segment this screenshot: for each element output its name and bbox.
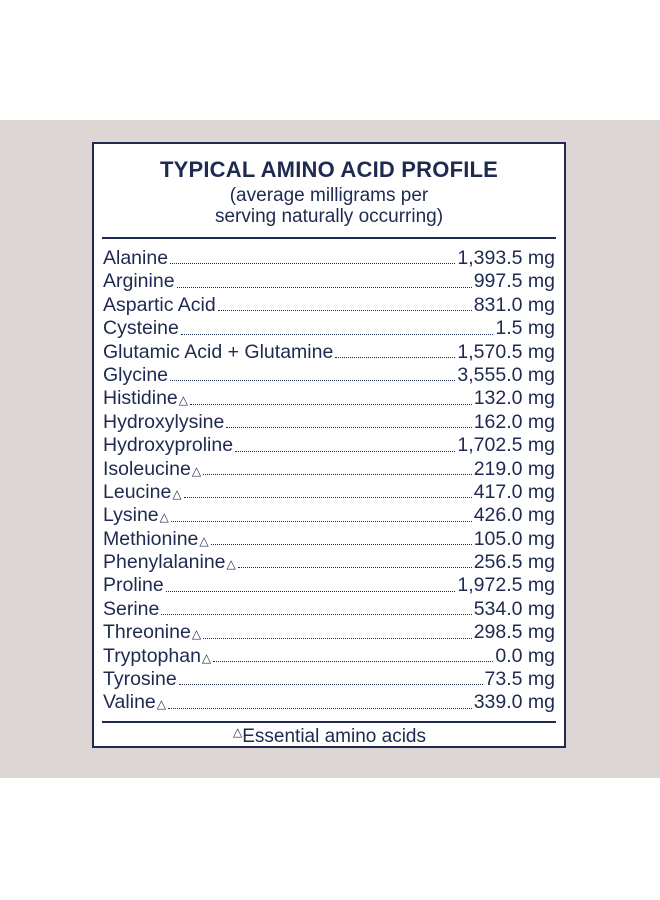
amino-acid-amount: 256.5 mg	[473, 551, 555, 574]
amino-acid-amount: 1,570.5 mg	[457, 340, 555, 363]
amino-acid-name: Glycine	[103, 363, 169, 386]
footnote-text: Essential amino acids	[242, 726, 426, 747]
essential-triangle-icon: △	[159, 510, 169, 525]
amino-acid-name: Alanine	[103, 247, 169, 269]
amino-acid-amount: 1,972.5 mg	[457, 574, 555, 597]
essential-triangle-icon: △	[156, 697, 166, 712]
dot-leader	[166, 591, 456, 592]
amino-acid-row	[103, 598, 555, 621]
dot-leader	[226, 427, 471, 428]
amino-acid-name: Serine	[103, 597, 160, 620]
dot-leader	[179, 684, 483, 685]
essential-triangle-icon: △	[201, 650, 212, 665]
essential-triangle-icon: △	[191, 463, 202, 478]
amino-acid-row	[103, 668, 555, 691]
amino-acid-amount: 997.5 mg	[473, 270, 555, 293]
amino-acid-name: Isoleucine	[103, 457, 191, 480]
dot-leader	[170, 380, 455, 381]
dot-leader	[238, 567, 472, 568]
amino-acid-row	[103, 574, 555, 597]
amino-acid-amount: 1,702.5 mg	[457, 434, 555, 457]
dot-leader	[161, 614, 471, 615]
amino-acid-row	[103, 504, 555, 527]
amino-acid-amount: 0.0 mg	[495, 644, 555, 667]
amino-acid-row	[103, 364, 555, 387]
amino-acid-name: Histidine	[103, 387, 178, 410]
amino-acid-name: Lysine	[103, 504, 159, 527]
amino-acid-amount: 339.0 mg	[473, 691, 555, 714]
amino-acid-row	[103, 247, 555, 270]
dot-leader	[177, 287, 472, 288]
dot-leader	[170, 263, 455, 264]
amino-acid-amount: 3,555.0 mg	[457, 363, 555, 386]
amino-acid-row	[103, 434, 555, 457]
amino-acid-amount: 1,393.5 mg	[457, 247, 555, 269]
essential-triangle-icon: △	[233, 725, 243, 739]
amino-acid-list	[103, 247, 555, 715]
amino-acid-amount: 219.0 mg	[473, 457, 555, 480]
amino-acid-name: Tyrosine	[103, 668, 177, 691]
dot-leader	[211, 544, 472, 545]
dot-leader	[181, 334, 494, 335]
subtitle-line-2: serving naturally occurring)	[214, 206, 444, 227]
amino-acid-amount: 162.0 mg	[473, 410, 555, 433]
amino-acid-row	[103, 411, 555, 434]
amino-acid-row	[103, 481, 555, 504]
amino-acid-name: Hydroxylysine	[103, 410, 225, 433]
top-divider	[102, 237, 556, 239]
amino-acid-profile-panel	[92, 142, 566, 748]
essential-triangle-icon: △	[178, 393, 189, 408]
dot-leader	[190, 404, 472, 405]
amino-acid-row	[103, 458, 555, 481]
amino-acid-row	[103, 341, 555, 364]
amino-acid-amount: 417.0 mg	[473, 480, 555, 503]
amino-acid-name: Leucine	[103, 480, 172, 503]
essential-triangle-icon: △	[191, 627, 202, 642]
amino-acid-name: Valine	[103, 691, 156, 714]
essential-triangle-icon: △	[226, 557, 236, 572]
amino-acid-name: Arginine	[103, 270, 175, 293]
essential-triangle-icon: △	[172, 486, 182, 501]
dot-leader	[184, 497, 472, 498]
amino-acid-row	[103, 551, 555, 574]
amino-acid-amount: 73.5 mg	[484, 668, 555, 691]
essential-triangle-icon: △	[199, 533, 209, 548]
amino-acid-row	[103, 270, 555, 293]
amino-acid-amount: 105.0 mg	[473, 527, 555, 550]
dot-leader	[335, 357, 455, 358]
amino-acid-name: Glutamic Acid + Glutamine	[103, 340, 334, 363]
subtitle-line-1: (average milligrams per	[229, 185, 429, 206]
amino-acid-name: Tryptophan	[103, 644, 201, 667]
amino-acid-name: Threonine	[103, 621, 191, 644]
dot-leader	[171, 521, 472, 522]
amino-acid-name: Phenylalanine	[103, 551, 226, 574]
amino-acid-name: Hydroxyproline	[103, 434, 234, 457]
footnote	[94, 725, 564, 748]
amino-acid-row	[103, 621, 555, 644]
amino-acid-name: Proline	[103, 574, 164, 597]
amino-acid-row	[103, 387, 555, 410]
panel-subtitle	[94, 185, 564, 227]
amino-acid-row	[103, 645, 555, 668]
amino-acid-row	[103, 317, 555, 340]
amino-acid-amount: 426.0 mg	[473, 504, 555, 527]
dot-leader	[168, 708, 472, 709]
dot-leader	[235, 451, 455, 452]
amino-acid-row	[103, 528, 555, 551]
amino-acid-name: Aspartic Acid	[103, 293, 216, 316]
amino-acid-name: Methionine	[103, 527, 199, 550]
amino-acid-amount: 534.0 mg	[473, 597, 555, 620]
amino-acid-amount: 1.5 mg	[495, 317, 555, 340]
dot-leader	[203, 474, 472, 475]
bottom-divider	[102, 721, 556, 723]
amino-acid-row	[103, 691, 555, 714]
panel-title: TYPICAL AMINO ACID PROFILE	[159, 157, 499, 182]
amino-acid-name: Cysteine	[103, 317, 179, 340]
dot-leader	[213, 661, 493, 662]
dot-leader	[203, 638, 472, 639]
dot-leader	[218, 310, 472, 311]
amino-acid-amount: 132.0 mg	[473, 387, 555, 410]
amino-acid-amount: 831.0 mg	[473, 293, 555, 316]
amino-acid-amount: 298.5 mg	[473, 621, 555, 644]
amino-acid-row	[103, 294, 555, 317]
